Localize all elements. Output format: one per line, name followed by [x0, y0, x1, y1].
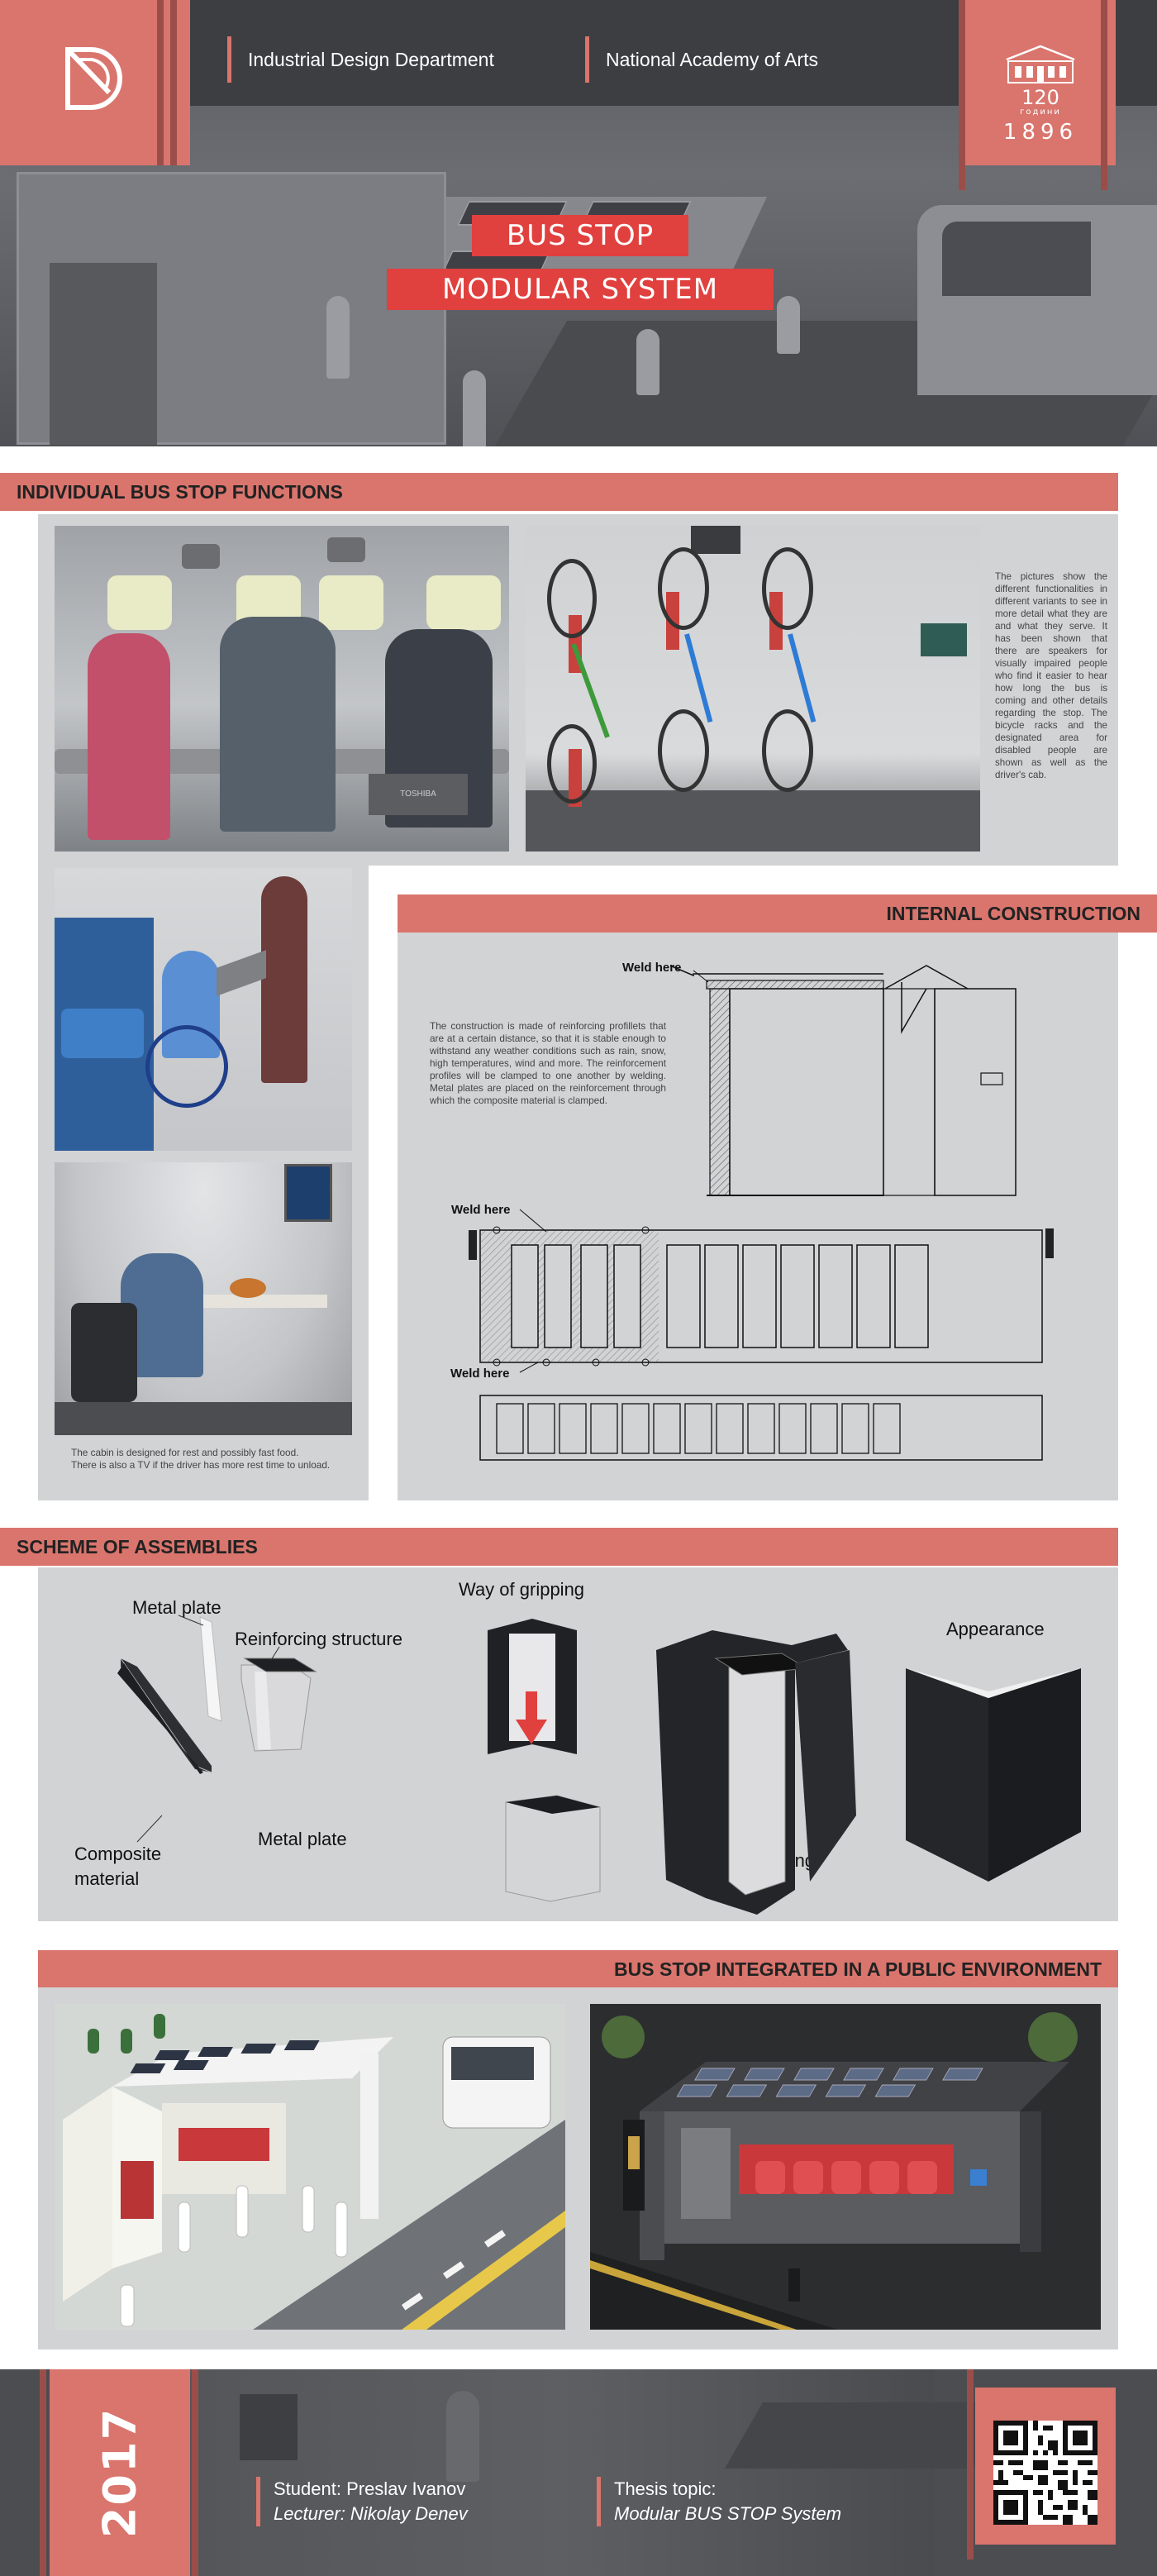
gripping-exploded-view [488, 1619, 600, 1901]
environment-heading: BUS STOP INTEGRATED IN A PUBLIC ENVIRONMENT [38, 1950, 1118, 1988]
bicycle-rack-photo [526, 526, 980, 852]
functions-heading: INDIVIDUAL BUS STOP FUNCTIONS [0, 473, 1118, 511]
daytime-render-photo [55, 2004, 565, 2330]
year-accent-stripe [40, 2369, 46, 2576]
anniversary-word: години [1020, 107, 1061, 116]
table-top [203, 1295, 327, 1308]
construction-heading: INTERNAL CONSTRUCTION [398, 894, 1157, 933]
bicycle-wheel [762, 709, 813, 792]
weld-label-middle: Weld here [451, 1203, 511, 1217]
cabin-floor [55, 1402, 352, 1435]
window [426, 575, 501, 630]
poster-title-line-2: MODULAR SYSTEM [387, 269, 774, 310]
year-text: 2017 [93, 2407, 146, 2539]
anniversary-number: 120 [1021, 86, 1059, 109]
metal-plate-label-top: Metal plate [132, 1597, 221, 1618]
qr-code-icon [993, 2421, 1097, 2525]
waiting-passengers-photo [55, 526, 509, 852]
floor [526, 790, 980, 852]
side-elevation-drawing [670, 966, 1016, 1195]
qr-accent-stripe [967, 2369, 974, 2559]
year-label [50, 2369, 190, 2576]
office-chair [71, 1303, 137, 1402]
anniversary-year: 1896 [1002, 120, 1078, 145]
assemblies-illustration [38, 1567, 1118, 1921]
wheelchair-wheel [145, 1025, 228, 1108]
cabin-caption-line-1: The cabin is designed for rest and possibly fast food. [71, 1447, 299, 1458]
person-silhouette [446, 2391, 479, 2482]
thesis-label: Thesis topic: [614, 2478, 717, 2499]
thesis-info [597, 2477, 841, 2526]
woman-reading-figure [88, 633, 170, 840]
bicycle-wheel [658, 547, 709, 630]
bicycle-frame [571, 643, 610, 738]
cabin-caption-line-2: There is also a TV if the driver has more rest time to unload. [71, 1459, 331, 1471]
way-of-gripping-label-top: Way of gripping [459, 1579, 585, 1600]
functions-caption: The pictures show the different functionalities in different variants to see in more detail what they are and what they serve. It has been shown that there are speakers for visually impaired people who find it easier to hear how long the bus is coming and other details regarding the stop. The bicycle racks and the designated area for disabled people are shown as well as the driver's cab. [995, 571, 1107, 780]
anniversary-accent-stripe [1101, 0, 1107, 190]
footer-scene-background [190, 2369, 934, 2576]
logo-accent-stripe [170, 0, 177, 165]
logo-accent-stripe [157, 0, 164, 165]
anniversary-accent-stripe [959, 0, 965, 190]
thesis-title: Modular BUS STOP System [614, 2503, 842, 2524]
composite-label-line-1: Composite [74, 1844, 162, 1864]
department-name: Industrial Design Department [227, 36, 494, 83]
wall-box [691, 526, 740, 554]
person-silhouette [463, 370, 486, 446]
student-name: Student: Preslav Ivanov [274, 2478, 466, 2499]
window [319, 575, 383, 630]
wheelchair-area-photo [55, 868, 352, 1151]
food-plate [230, 1278, 266, 1298]
arrow-down-icon [526, 1691, 537, 1720]
appearance-label: Appearance [946, 1619, 1045, 1639]
bicycle-wheel [658, 709, 709, 792]
info-display [921, 623, 967, 656]
bicycle-frame [684, 633, 712, 723]
person-silhouette [636, 329, 659, 395]
speaker-icon [182, 544, 220, 569]
composite-label-line-2: material [74, 1868, 140, 1889]
year-accent-stripe [192, 2369, 198, 2576]
laptop: TOSHIBA [369, 774, 468, 815]
window [107, 575, 172, 630]
bicycle-wheel [547, 559, 597, 638]
folding-seat [61, 1009, 144, 1058]
exploded-assembly [117, 1615, 316, 1842]
night-street-scene [590, 2004, 1101, 2330]
academy-building-icon [1002, 41, 1079, 116]
metal-plate-label-bottom: Metal plate [258, 1829, 347, 1849]
weld-label-bottom: Weld here [450, 1367, 510, 1381]
d-logo-icon [58, 41, 132, 116]
lecturer-name: Lecturer: Nikolay Denev [274, 2503, 468, 2524]
driver-cabin-photo [55, 1162, 352, 1435]
construction-description: The construction is made of reinforcing profillets that are at a certain distance, so that it is stable enough to withstand any weather conditions such as rain, snow, high temperatures, wind and more. The reinforcement profiles will be clamped to one another by welding. Metal plates are placed on the reinforcement through which the composite material is clamped. [430, 1020, 666, 1106]
top-plan-drawing [469, 1227, 1054, 1366]
daytime-street-scene [55, 2004, 565, 2330]
tv-screen [284, 1164, 332, 1222]
person-silhouette [326, 296, 350, 379]
speaker-icon [327, 537, 365, 562]
poster-title-line-1: BUS STOP [472, 215, 688, 256]
bus-windshield [942, 222, 1091, 296]
front-elevation-drawing [480, 1395, 1042, 1460]
wall-seat-plate [217, 950, 266, 996]
appearance-render [906, 1668, 1081, 1882]
night-render-photo [590, 2004, 1101, 2330]
standing-man-figure [261, 876, 307, 1083]
assemblies-heading: SCHEME OF ASSEMBLIES [0, 1528, 1118, 1566]
corner-assembly [656, 1630, 856, 1915]
bicycle-wheel [547, 724, 597, 804]
person-silhouette [777, 296, 800, 354]
shelter-door [50, 263, 157, 445]
cabin-caption [71, 1447, 369, 1472]
man-smiling-figure [220, 617, 336, 832]
reinforcing-structure-label: Reinforcing structure [235, 1629, 402, 1649]
bicycle-wheel [762, 547, 813, 630]
construction-drawing [398, 933, 1118, 1500]
weld-label-top: Weld here [622, 961, 682, 975]
student-info [256, 2477, 468, 2526]
bin-silhouette [240, 2394, 298, 2460]
academy-name: National Academy of Arts [585, 36, 818, 83]
